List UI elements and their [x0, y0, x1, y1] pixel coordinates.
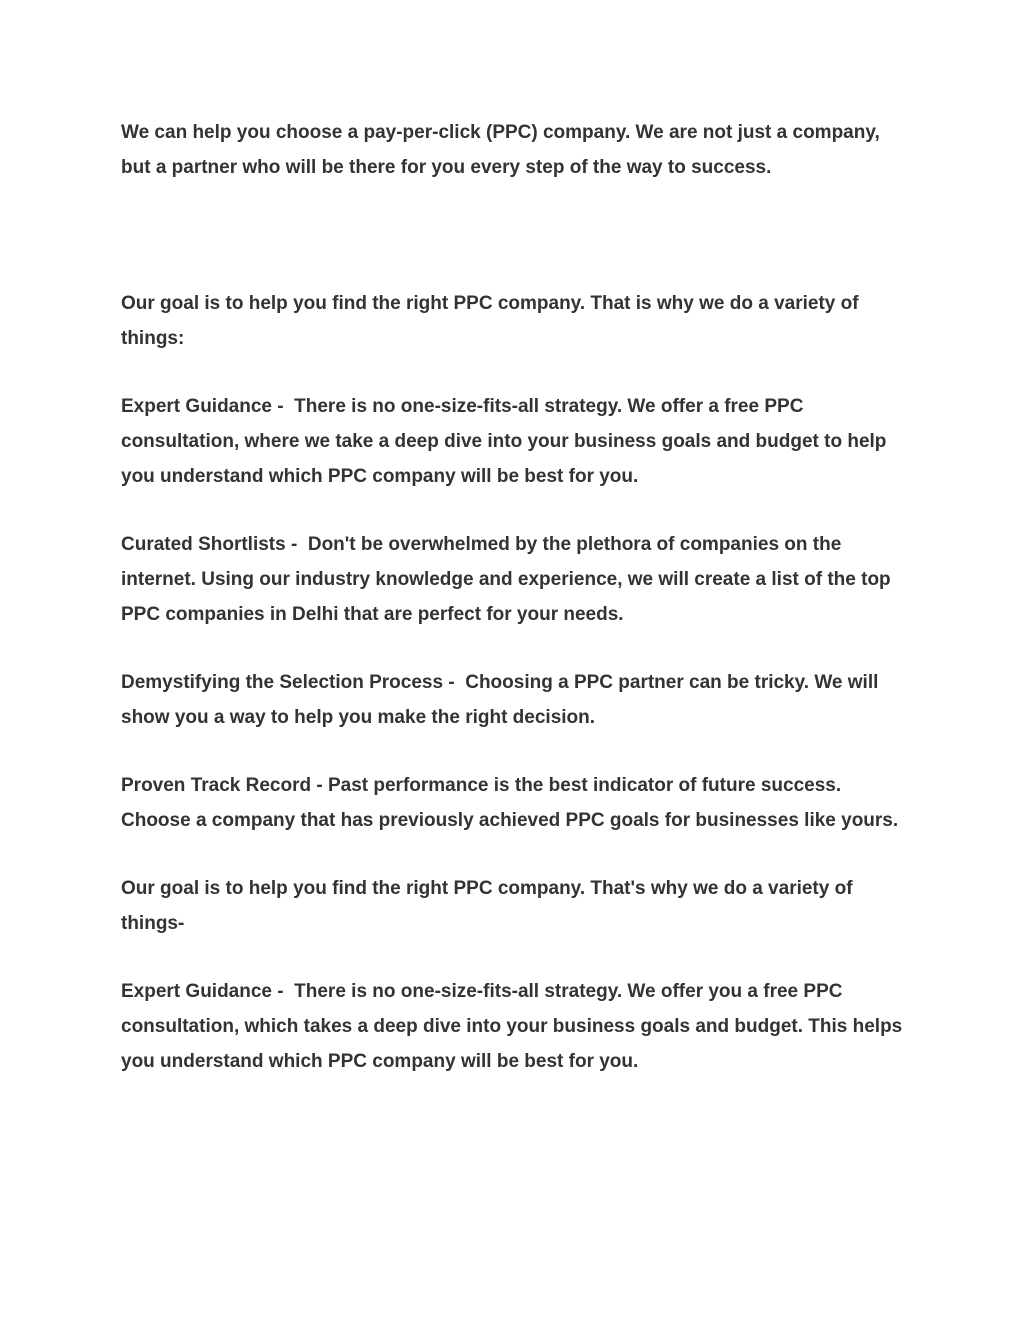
- document-body: [121, 115, 911, 1079]
- paragraph-goal: Our goal is to help you find the right PPC company. That is why we do a variety of things:: [121, 293, 864, 349]
- paragraph-expert-guidance: Expert Guidance - There is no one-size-fits-all strategy. We offer a free PPC consultation, where we take a deep dive into your business goals and budget to help you understand which PPC company will be best for you.: [121, 396, 892, 487]
- paragraph-spacer: [121, 941, 911, 974]
- paragraph-selection-process: Demystifying the Selection Process - Choosing a PPC partner can be tricky. We will show you a way to help you make the right decision.: [121, 672, 884, 728]
- paragraph-spacer: [121, 632, 911, 665]
- paragraph-spacer: [121, 735, 911, 768]
- paragraph-curated-shortlists: Curated Shortlists - Don't be overwhelmed by the plethora of companies on the internet. Using our industry knowledge and experience, we will create a list of the top PPC companies in Delhi that are perfect for your needs.: [121, 534, 896, 625]
- paragraph-intro: We can help you choose a pay-per-click (PPC) company. We are not just a company, but a partner who will be there for you every step of the way to success.: [121, 122, 886, 178]
- paragraph-spacer: [121, 838, 911, 871]
- paragraph-spacer: [121, 356, 911, 389]
- paragraph-spacer: [121, 185, 911, 286]
- paragraph-expert-guidance-repeat: Expert Guidance - There is no one-size-fits-all strategy. We offer you a free PPC consultation, which takes a deep dive into your business goals and budget. This helps you understand which PPC company will be best for you.: [121, 981, 908, 1072]
- paragraph-track-record: Proven Track Record - Past performance is the best indicator of future success. Choose a company that has previously achieved PPC goals for businesses like yours.: [121, 775, 899, 831]
- paragraph-goal-repeat: Our goal is to help you find the right PPC company. That's why we do a variety of things-: [121, 878, 858, 934]
- paragraph-spacer: [121, 494, 911, 527]
